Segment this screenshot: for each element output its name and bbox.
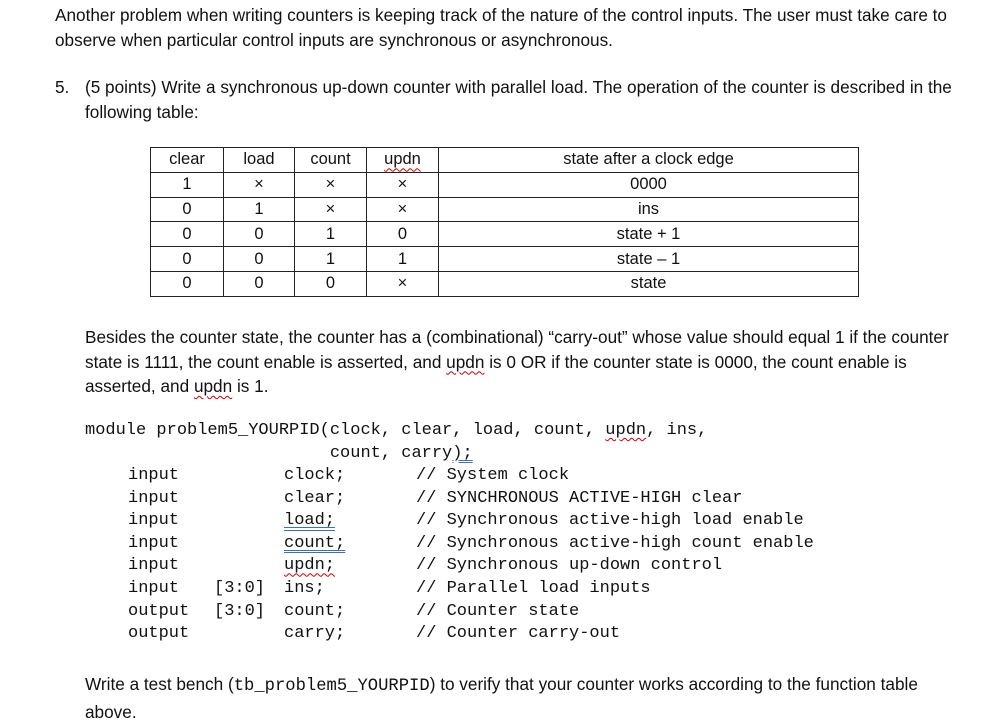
- table-row: [151, 271, 859, 296]
- header-state: state after a clock edge: [439, 148, 859, 173]
- table-header-row: [151, 148, 859, 173]
- table-cell: state – 1: [439, 247, 859, 272]
- table-row: [151, 247, 859, 272]
- module-declaration: module problem5_YOURPID(clock, clear, load, count, updn, ins, count, carry);: [85, 421, 708, 463]
- table-row: [151, 222, 859, 247]
- function-table: [150, 147, 859, 297]
- table-cell: 0: [224, 247, 295, 272]
- table-cell: ×: [367, 271, 439, 296]
- table-cell: 0000: [439, 172, 859, 197]
- table-cell: ×: [295, 197, 367, 222]
- table-row: [151, 197, 859, 222]
- table-cell: 1: [295, 222, 367, 247]
- table-cell: 0: [151, 271, 224, 296]
- header-load: load: [224, 148, 295, 173]
- table-cell: state: [439, 271, 859, 296]
- table-cell: 1: [367, 247, 439, 272]
- table-cell: ×: [295, 172, 367, 197]
- question-number: 5.: [55, 77, 70, 97]
- table-cell: 0: [224, 271, 295, 296]
- table-cell: ins: [439, 197, 859, 222]
- testbench-instruction: Write a test bench (tb_problem5_YOURPID) to verify that your counter works according to the function table above.: [85, 674, 918, 722]
- table-cell: state + 1: [439, 222, 859, 247]
- question-text: (5 points) Write a synchronous up-down counter with parallel load. The operation of the counter is described in the following table:: [85, 77, 952, 122]
- carry-description: Besides the counter state, the counter has a (combinational) “carry-out” whose value should equal 1 if the counter state is 1111, the count enable is asserted, and updn is 0 OR if the counter state is 0000, the count enable is asserted, and updn is 1.: [85, 327, 949, 396]
- table-cell: ×: [224, 172, 295, 197]
- header-updn: updn: [367, 148, 439, 173]
- table-cell: 0: [367, 222, 439, 247]
- table-cell: 1: [151, 172, 224, 197]
- table-cell: 0: [151, 247, 224, 272]
- table-cell: ×: [367, 197, 439, 222]
- table-cell: 0: [151, 197, 224, 222]
- table-cell: 0: [295, 271, 367, 296]
- table-cell: 0: [224, 222, 295, 247]
- table-row: [151, 172, 859, 197]
- intro-paragraph: Another problem when writing counters is keeping track of the nature of the control inputs. The user must take care to observe when particular control inputs are synchronous or asynchronous.: [55, 5, 947, 50]
- table-cell: ×: [367, 172, 439, 197]
- header-count: count: [295, 148, 367, 173]
- table-cell: 0: [151, 222, 224, 247]
- table-cell: 1: [295, 247, 367, 272]
- header-clear: clear: [151, 148, 224, 173]
- table-cell: 1: [224, 197, 295, 222]
